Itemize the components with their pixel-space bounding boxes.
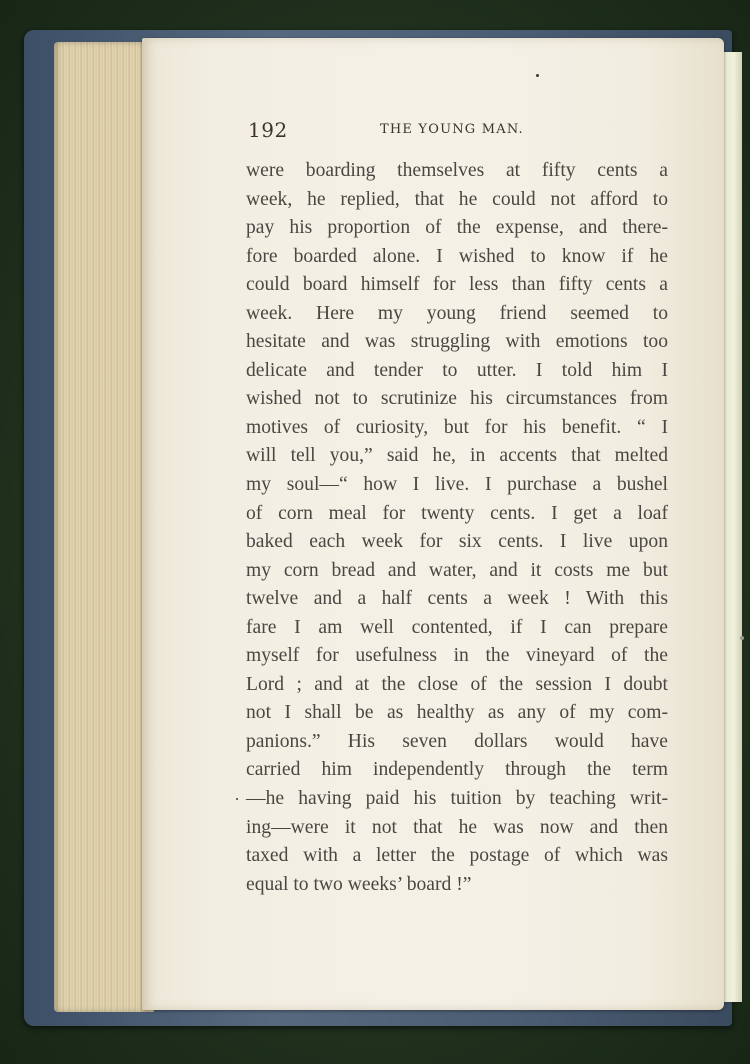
text-line: my corn bread and water, and it costs me but [246, 559, 668, 581]
next-page-sliver [722, 52, 742, 1002]
text-line: my soul—“ how I live. I purchase a bushel [246, 474, 668, 496]
text-line: delicate and tender to utter. I told him I [246, 359, 668, 381]
speck [236, 798, 238, 800]
text-line: fore boarded alone. I wished to know if he [246, 245, 668, 267]
page-edges [54, 42, 154, 1012]
text-line: twelve and a half cents a week ! With this [246, 588, 668, 610]
text-line: will tell you,” said he, in accents that melted [246, 445, 668, 467]
text-line: fare I am well contented, if I can prepare [246, 616, 668, 638]
text-line: motives of curiosity, but for his benefit. “ I [246, 416, 668, 438]
text-line: could board himself for less than fifty cents a [246, 274, 668, 296]
text-line: hesitate and was struggling with emotions too [246, 331, 668, 353]
text-line: not I shall be as healthy as any of my com- [246, 702, 668, 724]
text-line-last: equal to two weeks’ board !” [246, 873, 472, 895]
page-number: 192 [248, 118, 288, 142]
text-line: baked each week for six cents. I live upon [246, 531, 668, 553]
text-line: —he having paid his tuition by teaching writ- [246, 788, 668, 810]
text-line: week, he replied, that he could not afford to [246, 188, 668, 210]
running-head [248, 118, 668, 146]
text-line: week. Here my young friend seemed to [246, 302, 668, 324]
text-line: taxed with a letter the postage of which was [246, 845, 668, 867]
running-head-title: THE YOUNG MAN. [380, 122, 524, 137]
text-line: of corn meal for twenty cents. I get a loaf [246, 502, 668, 524]
text-line: carried him independently through the term [246, 759, 668, 781]
text-line: pay his proportion of the expense, and there- [246, 217, 668, 239]
text-line: panions.” His seven dollars would have [246, 730, 668, 752]
speck [536, 74, 539, 77]
text-line: myself for usefulness in the vineyard of the [246, 645, 668, 667]
text-line: ing—were it not that he was now and then [246, 816, 668, 838]
text-line: Lord ; and at the close of the session I doubt [246, 673, 668, 695]
text-line: were boarding themselves at fifty cents a [246, 160, 668, 181]
body-text [246, 157, 668, 899]
speck [740, 636, 744, 640]
text-line: wished not to scrutinize his circumstances from [246, 388, 668, 410]
